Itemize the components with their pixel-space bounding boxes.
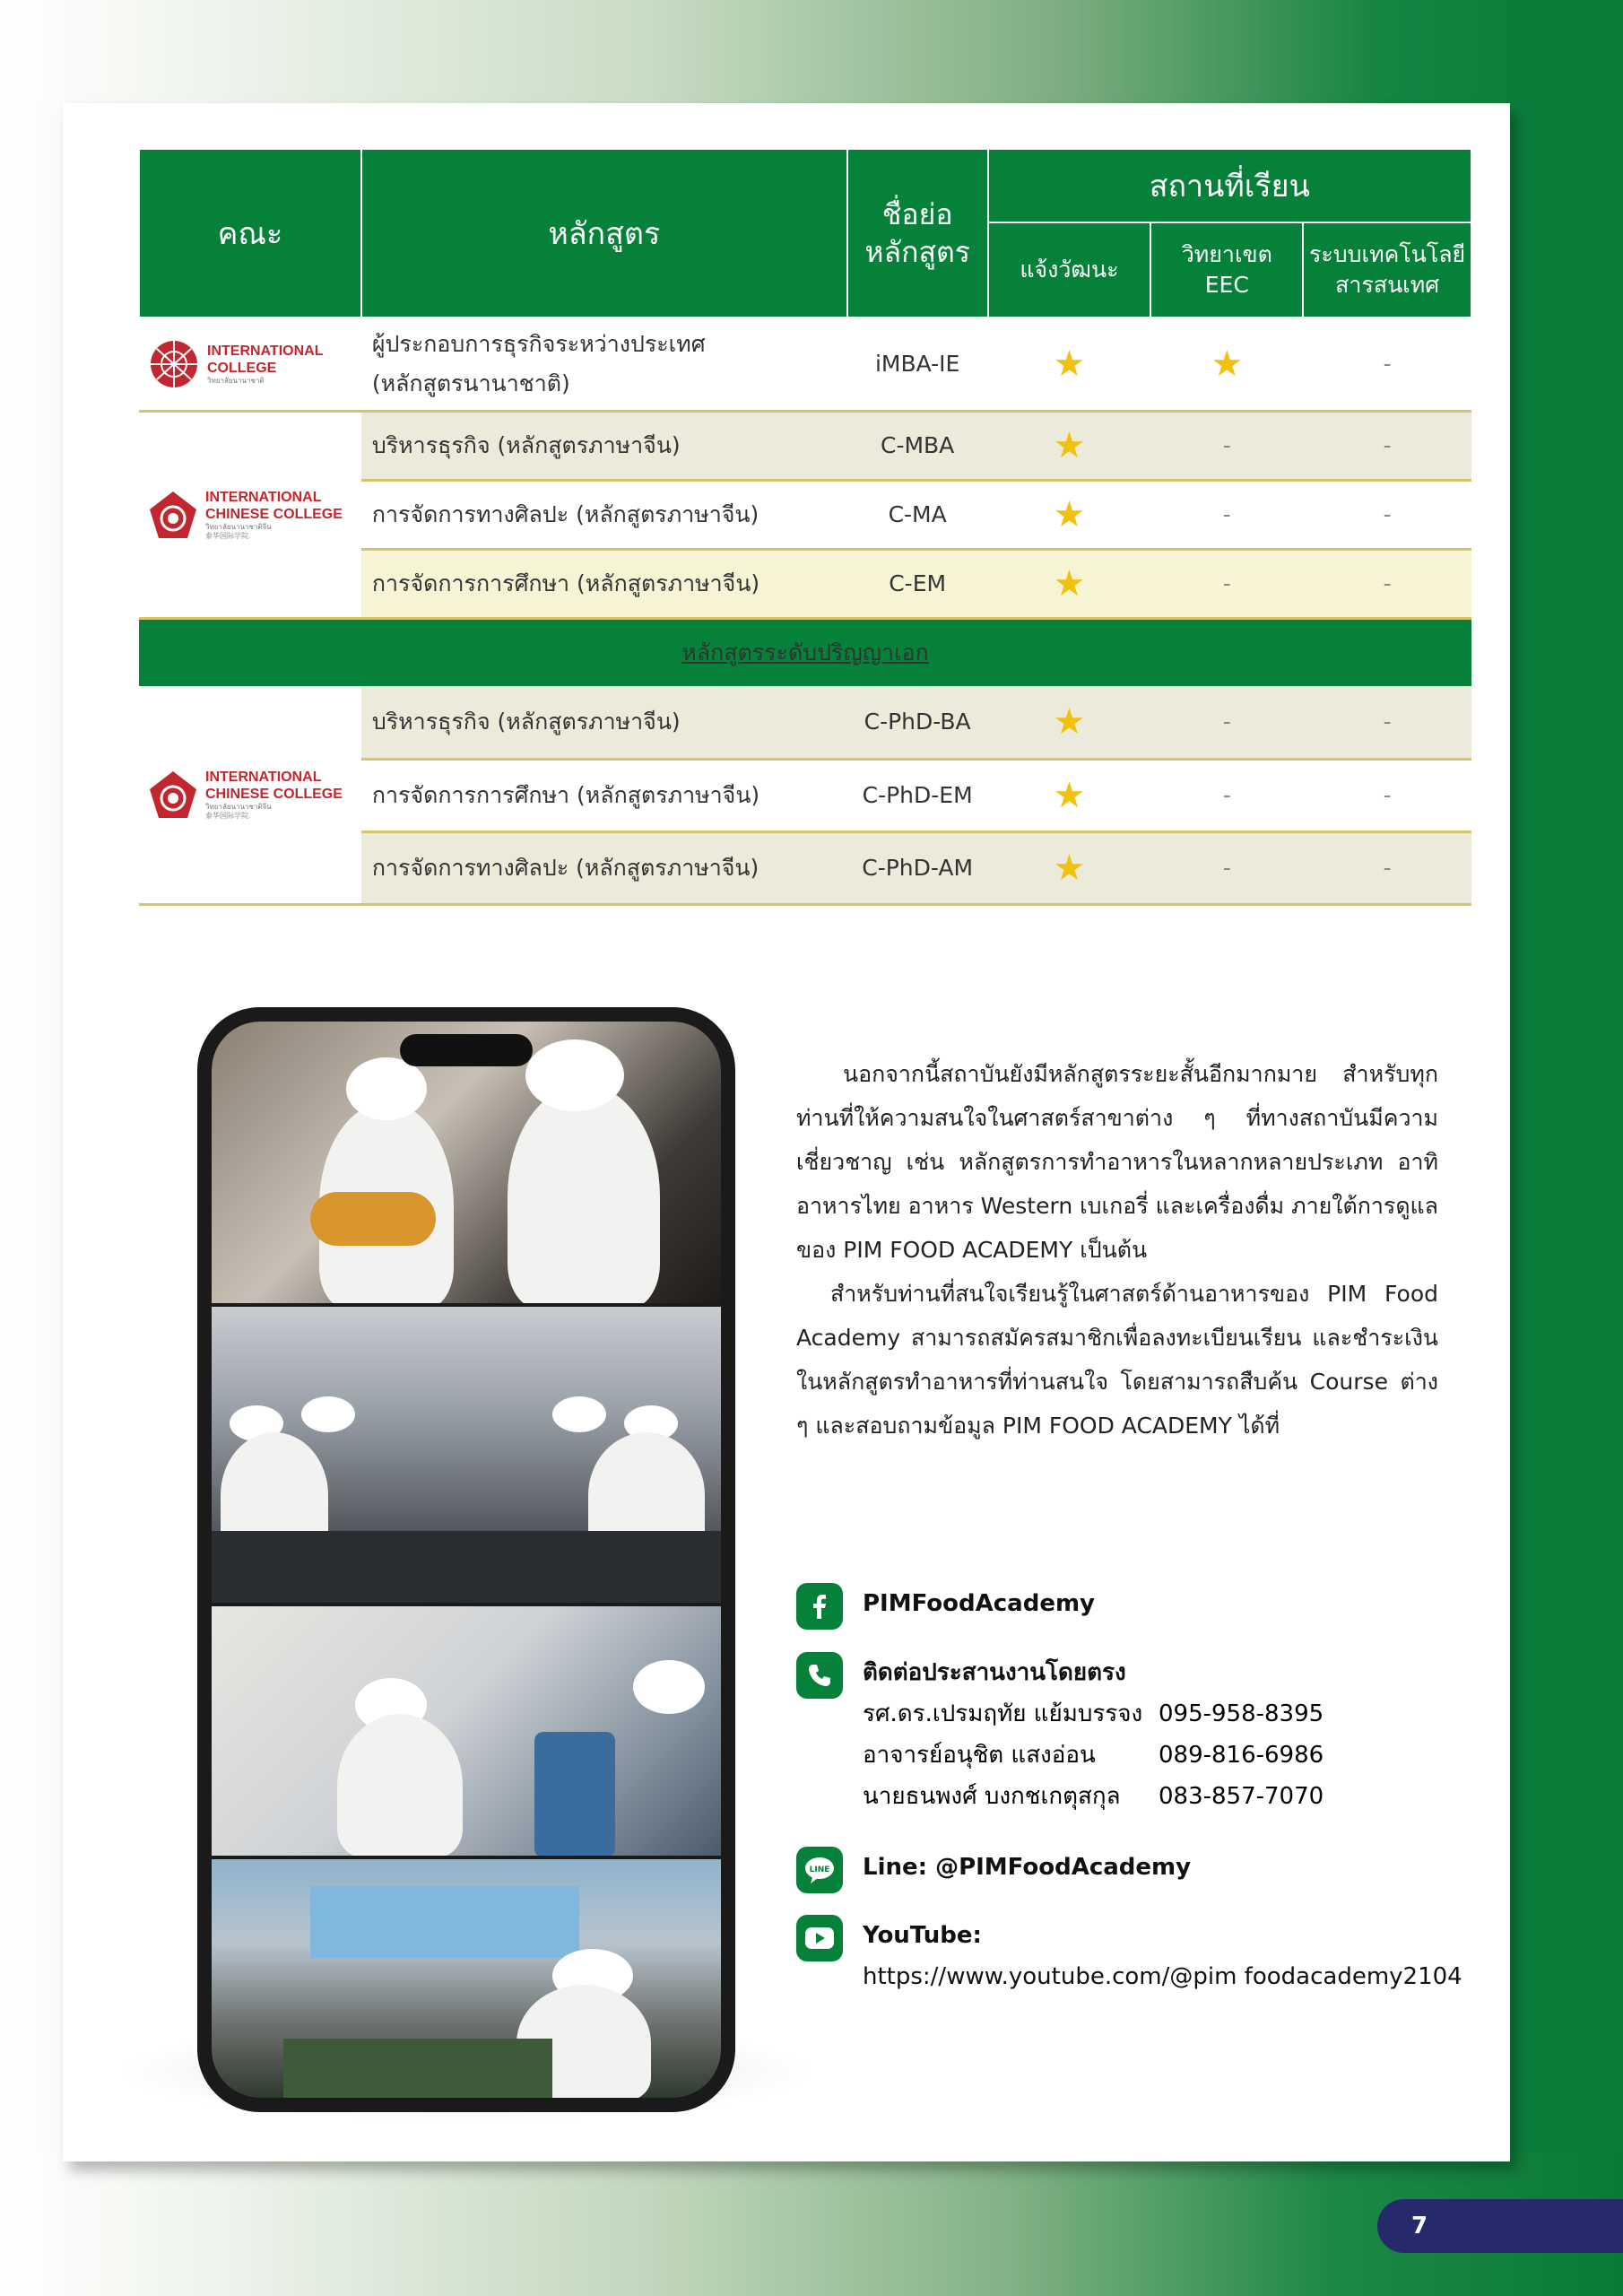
header-loc-eec xyxy=(1150,222,1303,317)
youtube-label: YouTube: xyxy=(863,1922,982,1949)
course-abbr: C-PhD-AM xyxy=(847,831,988,904)
contact-phone xyxy=(796,1652,1478,1817)
header-loc-it-line2: สารสนเทศ xyxy=(1335,272,1440,298)
table-row xyxy=(139,411,1471,480)
phd-title-row xyxy=(139,618,1471,686)
star-icon: ★ xyxy=(1053,700,1086,743)
mark-loc1 xyxy=(988,549,1151,618)
mark-loc2 xyxy=(1150,317,1303,411)
mark-loc1 xyxy=(988,831,1151,904)
contact-people xyxy=(863,1693,1324,1817)
programs-table xyxy=(138,148,1472,906)
mark-loc2: - xyxy=(1150,759,1303,831)
svg-text:LINE: LINE xyxy=(809,1866,830,1874)
mark-loc3: - xyxy=(1303,411,1471,480)
header-location: สถานที่เรียน xyxy=(988,149,1471,222)
mark-loc2: - xyxy=(1150,686,1303,759)
course-name-line2: (หลักสูตรนานาชาติ) xyxy=(371,370,570,396)
person-name: อาจารย์อนุชิต แสงอ่อน xyxy=(863,1742,1096,1769)
header-faculty: คณะ xyxy=(139,149,361,317)
youtube-url[interactable]: https://www.youtube.com/@pim foodacademy2104 xyxy=(863,1963,1462,1990)
phone-screen xyxy=(212,1022,721,2098)
star-icon: ★ xyxy=(1053,562,1086,604)
icc-logo-sub: วิทยาลัยนานาชาติจีน xyxy=(205,522,272,531)
course-abbr: C-PhD-BA xyxy=(847,686,988,759)
course-name xyxy=(361,317,847,411)
contact-facebook[interactable] xyxy=(796,1583,1478,1630)
mark-loc1 xyxy=(988,686,1151,759)
person-name: รศ.ดร.เปรมฤทัย แย้มบรรจง xyxy=(863,1700,1143,1727)
photo-kitchen-class xyxy=(212,1307,721,1603)
header-abbr-line1: ชื่อย่อ xyxy=(881,197,953,231)
faculty-logo-icc xyxy=(139,411,361,618)
phone-title: ติดต่อประสานงานโดยตรง xyxy=(863,1659,1126,1686)
mark-loc2: - xyxy=(1150,411,1303,480)
icc-logo-line2: CHINESE COLLEGE xyxy=(205,786,343,802)
course-abbr: C-PhD-EM xyxy=(847,759,988,831)
course-name: การจัดการทางศิลปะ (หลักสูตรภาษาจีน) xyxy=(361,480,847,549)
contact-youtube[interactable] xyxy=(796,1915,1478,1997)
mark-loc3: - xyxy=(1303,686,1471,759)
paragraph-2: สำหรับท่านที่สนใจเรียนรู้ในศาสตร์ด้านอาหารของ PIM Food Academy สามารถสมัครสมาชิกเพื่อลงทะเบียนเรียน และชำระเงินในหลักสูตรทำอาหารที่ท่านสนใจ โดยสามารถสืบค้น Course ต่าง ๆ และสอบถามข้อมูล PIM FOOD ACADEMY ได้ที่ xyxy=(796,1281,1438,1439)
page-number: 7 xyxy=(1377,2199,1623,2253)
faculty-logo-icc-phd xyxy=(139,686,361,904)
star-icon: ★ xyxy=(1053,343,1086,385)
course-name: การจัดการการศึกษา (หลักสูตรภาษาจีน) xyxy=(361,759,847,831)
icc-logo-line1: INTERNATIONAL xyxy=(205,769,322,785)
line-icon xyxy=(796,1847,843,1893)
phone-notch xyxy=(400,1034,533,1066)
header-course: หลักสูตร xyxy=(361,149,847,317)
mark-loc2: - xyxy=(1150,549,1303,618)
person-phone[interactable]: 089-816-6986 xyxy=(1159,1742,1324,1769)
mark-loc3: - xyxy=(1303,480,1471,549)
photo-students-cooking xyxy=(212,1606,721,1856)
paragraph-1: นอกจากนี้สถาบันยังมีหลักสูตรระยะสั้นอีกมากมาย สำหรับทุกท่านที่ให้ความสนใจในศาสตร์สาขาต่าง ๆ ที่ทางสถาบันมีความเชี่ยวชาญ เช่น หลักสูตรการทำอาหารในหลากหลายประเภท อาทิ อาหารไทย อาหาร Western เบเกอรี่ และเครื่องดื่ม ภายใต้การดูแลของ PIM FOOD ACADEMY เป็นต้น xyxy=(796,1061,1438,1263)
star-icon: ★ xyxy=(1053,774,1086,816)
right-green-strip xyxy=(1506,0,1623,2296)
mark-loc3: - xyxy=(1303,759,1471,831)
icc-logo-sub2: 泰华国际学院 xyxy=(205,531,248,540)
intro-text xyxy=(796,1052,1438,1448)
photo-workshop xyxy=(212,1859,721,2098)
icc-logo-sub: วิทยาลัยนานาชาติจีน xyxy=(205,802,272,811)
mark-loc1 xyxy=(988,480,1151,549)
table-row xyxy=(139,686,1471,759)
mark-loc2: - xyxy=(1150,831,1303,904)
phone-icon xyxy=(796,1652,843,1699)
mark-loc3: - xyxy=(1303,549,1471,618)
course-name: การจัดการทางศิลปะ (หลักสูตรภาษาจีน) xyxy=(361,831,847,904)
icc-emblem-icon xyxy=(148,770,198,820)
course-name: บริหารธุรกิจ (หลักสูตรภาษาจีน) xyxy=(361,411,847,480)
mark-loc2: - xyxy=(1150,480,1303,549)
page-card xyxy=(63,103,1510,2161)
phd-title: หลักสูตรระดับปริญญาเอก xyxy=(139,618,1471,686)
course-abbr: iMBA-IE xyxy=(847,317,988,411)
person-phone[interactable]: 083-857-7070 xyxy=(1159,1783,1324,1810)
header-loc-chaengwattana: แจ้งวัฒนะ xyxy=(988,222,1151,317)
header-abbr xyxy=(847,149,988,317)
top-gradient-band xyxy=(0,0,1623,103)
header-loc-it-line1: ระบบเทคโนโลยี xyxy=(1308,241,1466,267)
person-phone[interactable]: 095-958-8395 xyxy=(1159,1700,1324,1727)
mark-loc3: - xyxy=(1303,317,1471,411)
star-icon: ★ xyxy=(1211,343,1244,385)
ic-logo-line2: COLLEGE xyxy=(207,360,277,376)
ic-logo-sub: วิทยาลัยนานาชาติ xyxy=(207,376,265,385)
facebook-handle: PIMFoodAcademy xyxy=(863,1590,1096,1617)
line-handle: Line: @PIMFoodAcademy xyxy=(863,1854,1192,1881)
contact-line[interactable] xyxy=(796,1847,1478,1893)
course-abbr: C-MBA xyxy=(847,411,988,480)
youtube-icon xyxy=(796,1915,843,1961)
mark-loc1 xyxy=(988,317,1151,411)
faculty-logo-ic xyxy=(139,317,361,411)
mark-loc3: - xyxy=(1303,831,1471,904)
course-abbr: C-MA xyxy=(847,480,988,549)
star-icon: ★ xyxy=(1053,847,1086,889)
icc-logo-line1: INTERNATIONAL xyxy=(205,489,322,505)
course-name-line1: ผู้ประกอบการธุรกิจระหว่างประเทศ xyxy=(371,330,706,357)
header-abbr-line2: หลักสูตร xyxy=(864,235,970,269)
header-loc-eec-line1: วิทยาเขต xyxy=(1181,241,1272,267)
facebook-icon xyxy=(796,1583,843,1630)
course-name: บริหารธุรกิจ (หลักสูตรภาษาจีน) xyxy=(361,686,847,759)
header-loc-eec-line2: EEC xyxy=(1204,272,1249,298)
table-row xyxy=(139,317,1471,411)
ic-logo-line1: INTERNATIONAL xyxy=(207,343,324,359)
icc-emblem-icon xyxy=(148,490,198,540)
course-name: การจัดการการศึกษา (หลักสูตรภาษาจีน) xyxy=(361,549,847,618)
ic-emblem-icon xyxy=(148,336,200,392)
star-icon: ★ xyxy=(1053,493,1086,535)
mark-loc1 xyxy=(988,759,1151,831)
header-loc-it xyxy=(1303,222,1471,317)
mark-loc1 xyxy=(988,411,1151,480)
icc-logo-sub2: 泰华国际学院 xyxy=(205,811,248,820)
icc-logo-line2: CHINESE COLLEGE xyxy=(205,506,343,522)
course-abbr: C-EM xyxy=(847,549,988,618)
person-name: นายธนพงศ์ บงกชเกตุสกุล xyxy=(863,1783,1121,1810)
star-icon: ★ xyxy=(1053,424,1086,466)
phone-mockup xyxy=(197,1007,735,2112)
